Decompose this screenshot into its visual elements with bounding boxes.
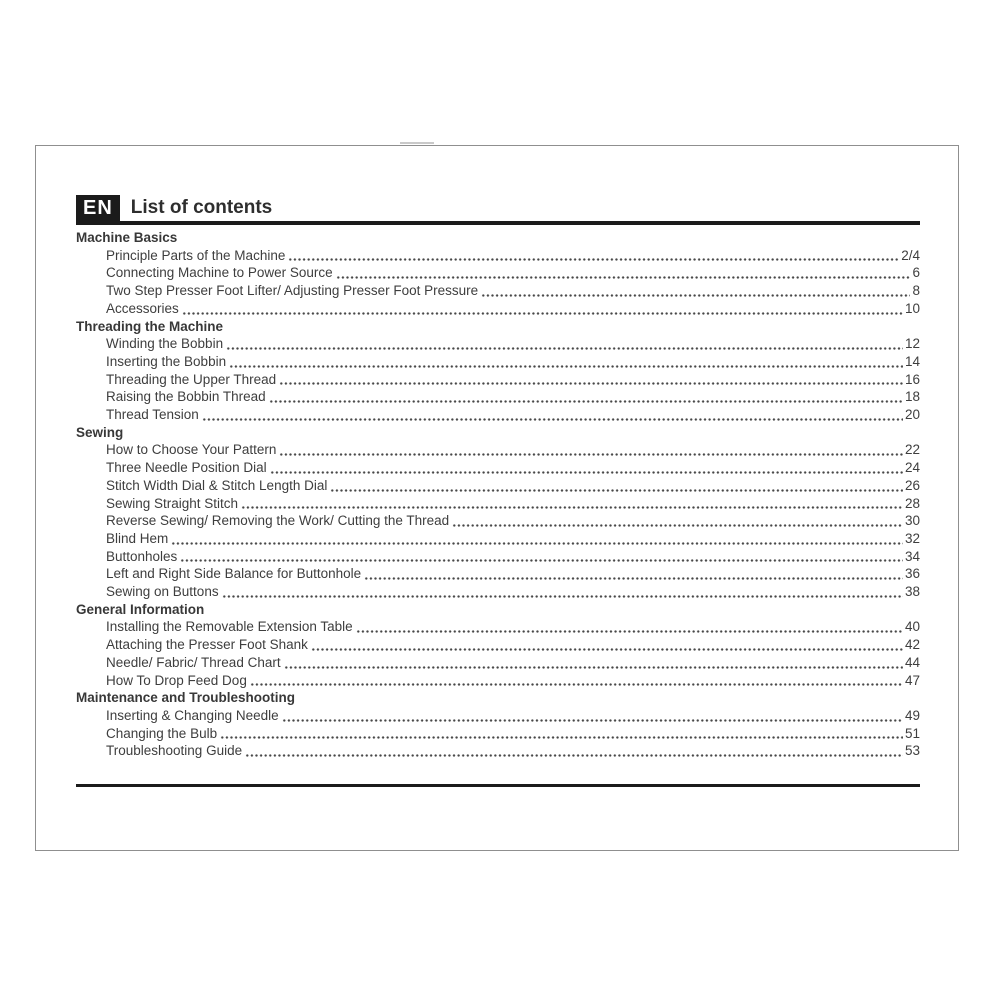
toc-entry-label: Principle Parts of the Machine bbox=[106, 247, 286, 263]
toc-entry-page: 36 bbox=[904, 566, 920, 582]
toc-entry-page: 49 bbox=[904, 707, 920, 723]
dotted-leader bbox=[222, 595, 903, 598]
dotted-leader bbox=[288, 258, 899, 261]
toc-entry bbox=[76, 353, 920, 371]
toc-entry bbox=[76, 618, 920, 636]
toc-section-heading: Sewing bbox=[76, 424, 124, 440]
toc-entry-page: 18 bbox=[904, 389, 920, 405]
dotted-leader bbox=[269, 400, 903, 403]
toc-entry-page: 2/4 bbox=[901, 247, 920, 263]
toc-entry bbox=[76, 654, 920, 672]
footer-rule bbox=[76, 784, 920, 787]
toc-entry bbox=[76, 636, 920, 654]
toc-entry-page: 14 bbox=[904, 353, 920, 369]
dotted-leader bbox=[180, 559, 903, 562]
page-title: List of contents bbox=[130, 197, 273, 218]
toc-entry-label: Sewing Straight Stitch bbox=[106, 495, 239, 511]
toc-entry bbox=[76, 672, 920, 690]
toc-entry bbox=[76, 583, 920, 601]
scan-artifact-top bbox=[400, 142, 434, 144]
toc-entry-page: 38 bbox=[904, 584, 920, 600]
toc-entry bbox=[76, 707, 920, 725]
toc-entry-label: Sewing on Buttons bbox=[106, 584, 219, 600]
toc-entry bbox=[76, 264, 920, 282]
dotted-leader bbox=[279, 382, 903, 385]
toc bbox=[76, 229, 920, 760]
header-rule bbox=[76, 221, 920, 225]
toc-entry-page: 22 bbox=[904, 442, 920, 458]
toc-entry bbox=[76, 530, 920, 548]
toc-entry bbox=[76, 725, 920, 743]
toc-entry-label: How To Drop Feed Dog bbox=[106, 672, 247, 688]
toc-entry-page: 30 bbox=[904, 513, 920, 529]
toc-entry-page: 16 bbox=[904, 371, 920, 387]
toc-entry bbox=[76, 282, 920, 300]
toc-entry-page: 28 bbox=[904, 495, 920, 511]
dotted-leader bbox=[220, 736, 903, 739]
toc-entry bbox=[76, 406, 920, 424]
toc-entry-label: How to Choose Your Pattern bbox=[106, 442, 277, 458]
dotted-leader bbox=[284, 666, 903, 669]
toc-entry bbox=[76, 388, 920, 406]
toc-entry bbox=[76, 548, 920, 566]
toc-entry-page: 24 bbox=[904, 460, 920, 476]
dotted-leader bbox=[330, 489, 903, 492]
toc-entry-page: 12 bbox=[904, 336, 920, 352]
toc-entry-label: Buttonholes bbox=[106, 548, 178, 564]
toc-entry-page: 51 bbox=[904, 725, 920, 741]
toc-entry-label: Blind Hem bbox=[106, 530, 169, 546]
dotted-leader bbox=[336, 276, 911, 279]
toc-entry-page: 6 bbox=[912, 265, 920, 281]
page-content bbox=[36, 146, 958, 787]
toc-entry-label: Stitch Width Dial & Stitch Length Dial bbox=[106, 477, 328, 493]
toc-entry-page: 10 bbox=[904, 300, 920, 316]
toc-entry-label: Raising the Bobbin Thread bbox=[106, 389, 266, 405]
toc-entry-label: Winding the Bobbin bbox=[106, 336, 224, 352]
toc-entry bbox=[76, 371, 920, 389]
toc-entry-page: 44 bbox=[904, 654, 920, 670]
toc-entry-label: Needle/ Fabric/ Thread Chart bbox=[106, 654, 281, 670]
toc-entry bbox=[76, 742, 920, 760]
toc-entry-page: 40 bbox=[904, 619, 920, 635]
page-header bbox=[76, 195, 920, 225]
toc-entry-label: Accessories bbox=[106, 300, 179, 316]
toc-entry bbox=[76, 247, 920, 265]
header-row bbox=[76, 195, 920, 221]
toc-entry-label: Threading the Upper Thread bbox=[106, 371, 277, 387]
toc-entry-page: 26 bbox=[904, 477, 920, 493]
toc-entry-label: Left and Right Side Balance for Buttonhole bbox=[106, 566, 362, 582]
toc-entry-label: Inserting the Bobbin bbox=[106, 353, 227, 369]
toc-entry-label: Troubleshooting Guide bbox=[106, 743, 243, 759]
dotted-leader bbox=[245, 754, 903, 757]
dotted-leader bbox=[182, 312, 903, 315]
toc-section-heading: Threading the Machine bbox=[76, 318, 224, 334]
dotted-leader bbox=[279, 453, 903, 456]
toc-entry bbox=[76, 565, 920, 583]
toc-entry-page: 53 bbox=[904, 743, 920, 759]
toc-entry-label: Thread Tension bbox=[106, 407, 199, 423]
toc-entry bbox=[76, 477, 920, 495]
dotted-leader bbox=[364, 577, 903, 580]
toc-entry-label: Three Needle Position Dial bbox=[106, 460, 267, 476]
toc-entry bbox=[76, 300, 920, 318]
dotted-leader bbox=[250, 683, 903, 686]
toc-entry-page: 20 bbox=[904, 407, 920, 423]
toc-entry bbox=[76, 512, 920, 530]
toc-entry bbox=[76, 441, 920, 459]
dotted-leader bbox=[452, 524, 903, 527]
toc-entry bbox=[76, 495, 920, 513]
toc-entry bbox=[76, 335, 920, 353]
toc-entry-label: Inserting & Changing Needle bbox=[106, 707, 279, 723]
toc-section-heading: Machine Basics bbox=[76, 230, 178, 245]
dotted-leader bbox=[202, 418, 903, 421]
dotted-leader bbox=[282, 719, 903, 722]
toc-section-heading: Maintenance and Troubleshooting bbox=[76, 690, 296, 706]
toc-section-heading: General Information bbox=[76, 601, 205, 617]
toc-entry-page: 34 bbox=[904, 548, 920, 564]
toc-entry-label: Attaching the Presser Foot Shank bbox=[106, 637, 308, 653]
toc-entry-label: Installing the Removable Extension Table bbox=[106, 619, 353, 635]
toc-entry-page: 42 bbox=[904, 637, 920, 653]
toc-entry-label: Reverse Sewing/ Removing the Work/ Cutting the Thread bbox=[106, 513, 450, 529]
manual-page bbox=[35, 145, 959, 851]
toc-entry-page: 8 bbox=[912, 283, 920, 299]
toc-entry-label: Changing the Bulb bbox=[106, 725, 218, 741]
dotted-leader bbox=[311, 648, 903, 651]
toc-entry-label: Two Step Presser Foot Lifter/ Adjusting Presser Foot Pressure bbox=[106, 283, 479, 299]
toc-entry-page: 32 bbox=[904, 530, 920, 546]
toc-entry-label: Connecting Machine to Power Source bbox=[106, 265, 333, 281]
dotted-leader bbox=[229, 365, 903, 368]
toc-entry-page: 47 bbox=[904, 672, 920, 688]
dotted-leader bbox=[356, 630, 903, 633]
dotted-leader bbox=[481, 294, 910, 297]
dotted-leader bbox=[171, 542, 903, 545]
toc-entry bbox=[76, 459, 920, 477]
dotted-leader bbox=[241, 506, 903, 509]
dotted-leader bbox=[226, 347, 903, 350]
language-badge: EN bbox=[76, 195, 120, 221]
dotted-leader bbox=[270, 471, 903, 474]
